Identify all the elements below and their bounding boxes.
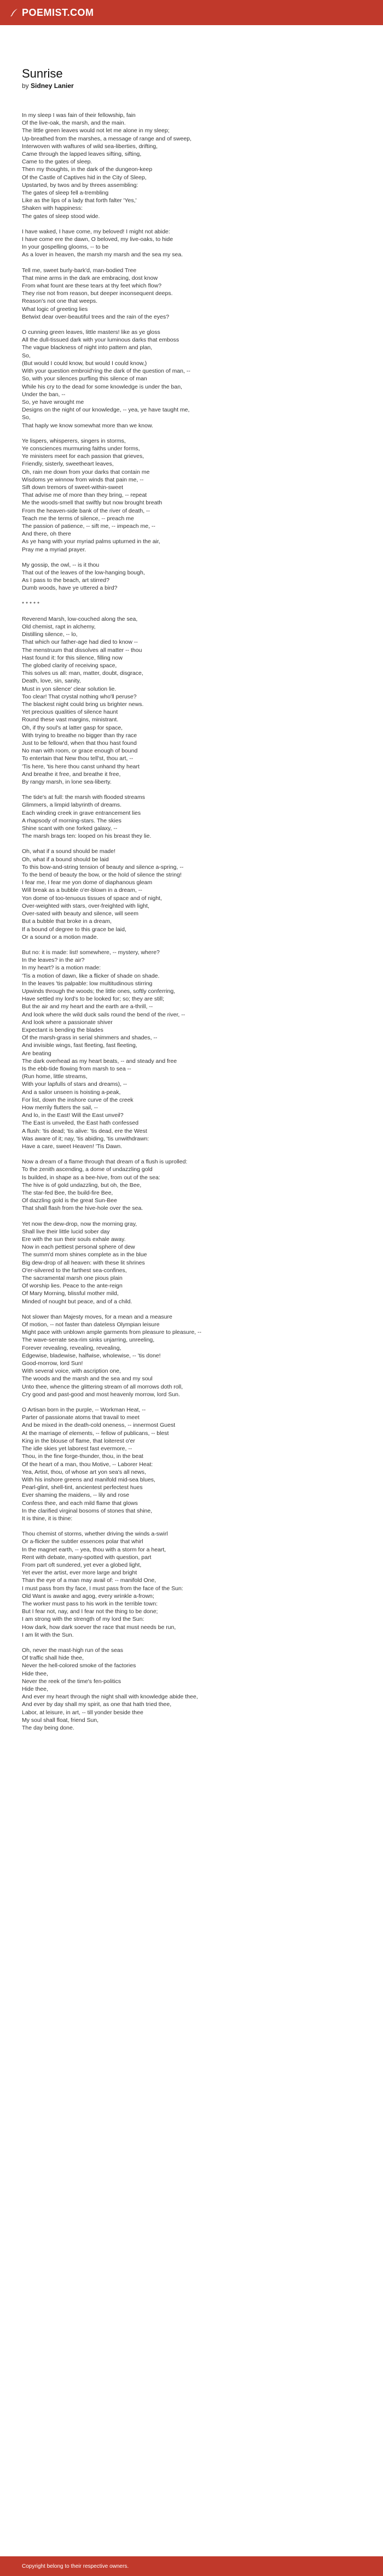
poem-line: But a bubble that broke in a dream,: [22, 918, 112, 925]
poem-line: Tell me, sweet burly-bark'd, man-bodied Tree: [22, 267, 137, 274]
poem-stanza: [22, 328, 361, 430]
poem-stanza: [22, 1158, 361, 1212]
poem-line: Reverend Marsh, low-couched along the sea,: [22, 615, 138, 622]
poem-line: This solves us all: man, matter, doubt, disgrace,: [22, 670, 143, 677]
poem-line: Too clear! That crystal nothing who'll peruse?: [22, 693, 137, 700]
poem-line: The worker must pass to his work in the terrible town:: [22, 1600, 158, 1607]
poem-line: A flush: 'tis dead; 'tis alive: 'tis dead, ere the West: [22, 1127, 147, 1134]
poem-line: That mine arms in the dark are embracing, dost know: [22, 274, 158, 281]
poem-line: Oh, if thy soul's at latter gasp for space,: [22, 724, 123, 731]
poem-line: Of Mary Morning, blissful mother mild,: [22, 1290, 119, 1297]
poem-line: 'Tis a motion of dawn, like a flicker of shade on shade.: [22, 972, 160, 979]
poem-author[interactable]: Sidney Lanier: [31, 82, 74, 90]
poem-line: While his cry to the dead for some knowledge is under the ban,: [22, 383, 182, 390]
poem-line: Yea, Artist, thou, of whose art yon sea's all news,: [22, 1468, 146, 1475]
poem-line: Have settled my lord's to be looked for; so; they are still;: [22, 996, 164, 1003]
poem-stanza: [22, 615, 361, 786]
poem-line: Dumb woods, have ye uttered a bird?: [22, 585, 118, 592]
poem-line: Minded of nought but peace, and of a child.: [22, 1298, 132, 1305]
poem-line: Oh, never the mast-high run of the seas: [22, 1646, 124, 1654]
poem-line: Over-weighted with stars, over-freighted with light,: [22, 902, 149, 909]
poem-line: By rangy marsh, in lone sea-liberty.: [22, 779, 112, 786]
poem-line: Of the live-oak, the marsh, and the main.: [22, 120, 126, 127]
poem-stanza: [22, 437, 361, 554]
poem-line: In the leaves 'tis palpable: low multitudinous stirring: [22, 980, 153, 987]
poem-line: Distilling silence, -- lo,: [22, 631, 78, 638]
poem-line: The dark overhead as my heart beats, -- and steady and free: [22, 1057, 177, 1064]
site-header: [0, 0, 383, 25]
poem-line: In my sleep I was fain of their fellowship, fain: [22, 112, 136, 119]
poem-line: The globed clarity of receiving space,: [22, 662, 117, 669]
poem-line: As ye hang with your myriad palms upturned in the air,: [22, 538, 160, 545]
poem-line: With several voice, with ascription one,: [22, 1368, 121, 1375]
poem-line: Might pace with unblown ample garments from pleasure to pleasure, --: [22, 1329, 201, 1336]
poem-stanza: [22, 1220, 361, 1305]
poem-line: Thou, in the fine forge-thunder, thou, in the beat: [22, 1453, 143, 1460]
poem-line: Oh, what if a sound should be made!: [22, 848, 116, 855]
poem-stanza: [22, 1313, 361, 1398]
poem-line: Now in each pettiest personal sphere of dew: [22, 1244, 135, 1251]
poem-line: Or a sound or a motion made.: [22, 933, 98, 940]
poem-line: Never the hell-colored smoke of the factories: [22, 1662, 136, 1669]
poem-line: (But would I could know, but would I could know,): [22, 360, 147, 367]
poem-line: Of the heart of a man, thou Motive, -- Laborer Heat:: [22, 1461, 153, 1468]
poem-line: Pearl-glint, shell-tint, ancientest perfectest hues: [22, 1484, 143, 1491]
poem-line: And look where a passionate shiver: [22, 1019, 113, 1026]
poem-line: In the clarified virginal bosoms of stones that shine,: [22, 1507, 153, 1514]
poem-line: From what fount are these tears at thy feet which flow?: [22, 283, 162, 290]
poem-line: The summ'd morn shines complete as in the blue: [22, 1251, 147, 1258]
poem-line: Hide thee,: [22, 1685, 48, 1692]
poem-line: The tide's at full: the marsh with flooded streams: [22, 794, 145, 801]
poem-line: Ye lispers, whisperers, singers in storms,: [22, 437, 126, 444]
poem-line: Of traffic shall hide thee,: [22, 1655, 84, 1662]
poem-line: Yet ever the artist, ever more large and bright: [22, 1569, 137, 1577]
poem-line: And look where the wild duck sails round the bend of the river, --: [22, 1011, 185, 1018]
poem-line: Pray me a myriad prayer.: [22, 546, 86, 553]
poem-line: That haply we know somewhat more than we know.: [22, 422, 153, 429]
poem-line: Have a care, sweet Heaven! 'Tis Dawn.: [22, 1143, 123, 1150]
poem-line: In the magnet earth, -- yea, thou with a storm for a heart,: [22, 1546, 166, 1553]
poem-line: Labor, at leisure, in art, -- till yonder beside thee: [22, 1709, 143, 1716]
poem-line: Old Want is awake and agog, every wrinkle a-frown;: [22, 1592, 154, 1599]
poem-line: In my heart? is a motion made:: [22, 964, 101, 972]
poem-line: Death, love, sin, sanity,: [22, 678, 81, 685]
poem-stanza: [22, 111, 361, 220]
poem-line: To the bend of beauty the bow, or the hold of silence the string!: [22, 872, 182, 879]
poem-line: Of dazzling gold is the great Sun-Bee: [22, 1197, 117, 1204]
poem-stanza: [22, 561, 361, 592]
poem-line: If a bound of degree to this grace be laid,: [22, 926, 126, 933]
poem-line: I have come ere the dawn, O beloved, my live-oaks, to hide: [22, 236, 173, 243]
poem-line: So, ye have wrought me: [22, 398, 84, 405]
poem-line: Ye ministers meet for each passion that grieves,: [22, 453, 144, 460]
poem-line: Me the woods-smell that swiftly but now brought breath: [22, 499, 163, 507]
copyright-text: Copyright belong to their respective owners.: [22, 2563, 129, 2569]
poem-line: Big dew-drop of all heaven: with these lit shrines: [22, 1259, 145, 1266]
poem-line: I am strong with the strength of my lord the Sun:: [22, 1616, 144, 1623]
poem-line: The idle skies yet laborest fast evermore, --: [22, 1445, 132, 1452]
poem-line: For list, down the inshore curve of the creek: [22, 1096, 134, 1103]
poem-line: That out of the leaves of the low-hanging bough,: [22, 569, 145, 576]
poem-line: In your gospelling glooms, -- to be: [22, 244, 109, 251]
poem-line: What logic of greeting lies: [22, 305, 88, 313]
poem-line: That shall flash from the hive-hole over the sea.: [22, 1205, 143, 1212]
poem-line: (Run home, little streams,: [22, 1073, 88, 1080]
poem-line: Forever revealing, revealing, revealing,: [22, 1344, 121, 1351]
poem-line: And invisible wings, fast fleeting, fast fleeting,: [22, 1042, 137, 1049]
poem-line: Rent with debate, many-spotted with question, part: [22, 1554, 152, 1561]
poem-line: Like as the lips of a lady that forth falter 'Yes,': [22, 197, 137, 204]
poem-line: Hide thee,: [22, 1670, 48, 1677]
poem-line: The woods and the marsh and the sea and my soul: [22, 1375, 153, 1383]
poem-line: Glimmers, a limpid labyrinth of dreams.: [22, 802, 122, 809]
poem-line: Now a dream of a flame through that dream of a flush is uprolled:: [22, 1158, 188, 1166]
poem-line: They rise not from reason, but deeper inconsequent deeps.: [22, 290, 173, 297]
poem-line: Oh, rain me down from your darks that contain me: [22, 468, 150, 475]
poem-line: Yet now the dew-drop, now the morning gray,: [22, 1220, 137, 1227]
poem-line: With his inshore greens and manifold mid-sea blues,: [22, 1476, 155, 1483]
poem-line: Of motion, -- not faster than dateless Olympian leisure: [22, 1321, 160, 1328]
poem-line: Ere with the sun their souls exhale away.: [22, 1236, 126, 1243]
poem-line: * * * * *: [22, 600, 40, 607]
poem-line: Hast found it: for this silence, filling now: [22, 654, 123, 661]
byline-prefix: by: [22, 82, 29, 90]
poem-line: Sift down tremors of sweet-within-sweet: [22, 484, 123, 491]
poem-line: And ever my heart through the night shall with knowledge abide thee,: [22, 1693, 198, 1701]
poem-byline: [22, 82, 361, 90]
poem-line: Unto thee, whence the glittering stream of all morrows doth roll,: [22, 1383, 183, 1390]
poem-line: Confess thee, and each mild flame that glows: [22, 1499, 138, 1507]
poem-line: My gossip, the owl, -- is it thou: [22, 561, 100, 568]
poem-line: Each winding creek in grave entrancement lies: [22, 809, 141, 816]
poem-content: [0, 25, 383, 1732]
site-footer: [0, 2556, 383, 2576]
poem-line: Shaken with happiness:: [22, 205, 83, 212]
poem-line: Upstarted, by twos and by threes assembling:: [22, 181, 138, 189]
poem-line: Not slower than Majesty moves, for a mean and a measure: [22, 1313, 172, 1320]
poem-line: A rhapsody of morning-stars. The skies: [22, 817, 121, 824]
poem-line: From the heaven-side bank of the river of death, --: [22, 507, 150, 514]
poem-line: I must pass from thy face, I must pass from the face of the Sun:: [22, 1585, 183, 1592]
poem-line: To this bow-and-string tension of beauty and silence a-spring, --: [22, 863, 184, 871]
poem-line: The passion of patience, -- sift me, -- impeach me, --: [22, 522, 155, 530]
poem-line: Cry good and past-good and most heavenly morrow, lord Sun.: [22, 1391, 180, 1398]
poem-line: In the leaves? in the air?: [22, 957, 85, 964]
poem-line: That advise me of more than they bring, -- repeat: [22, 492, 147, 499]
poem-line: As I pass to the beach, art stirred?: [22, 577, 109, 584]
poem-line: Are beating: [22, 1050, 51, 1057]
poem-line: But no: it is made: list! somewhere, -- mystery, where?: [22, 949, 160, 956]
poem-stanza: [22, 1406, 361, 1522]
poem-line: The hive is of gold undazzling, but oh, the Bee,: [22, 1181, 142, 1189]
poem-line: Is the ebb-tide flowing from marsh to sea --: [22, 1065, 131, 1072]
poem-line: I am lit with the Sun.: [22, 1631, 74, 1638]
poem-line: Then my thoughts, in the dark of the dungeon-keep: [22, 166, 153, 173]
poem-line: The wave-serrate sea-rim sinks unjarring, unreeling,: [22, 1337, 155, 1344]
poem-stanza: [22, 600, 361, 608]
poem-line: I fear me, I fear me yon dome of diaphanous gleam: [22, 879, 153, 886]
poem-stanza: [22, 267, 361, 321]
poem-line: And be mixed in the death-cold oneness, -- innermost Guest: [22, 1422, 176, 1429]
poem-line: No man with room, or grace enough of bound: [22, 748, 138, 755]
poem-line: The little green leaves would not let me alone in my sleep;: [22, 127, 170, 134]
poem-line: And ever by day shall my spirit, as one that hath tried thee,: [22, 1701, 172, 1708]
poem-line: Round these vast margins, ministrant.: [22, 716, 119, 724]
poem-line: Interwoven with waftures of wild sea-liberties, drifting,: [22, 143, 158, 150]
poem-line: The blackest night could bring us brighter news.: [22, 701, 144, 708]
poem-title: Sunrise: [22, 67, 63, 80]
poem-stanza: [22, 1646, 361, 1732]
poem-line: To the zenith ascending, a dome of undazzling gold: [22, 1166, 153, 1173]
poem-line: That which our father-age had died to know --: [22, 639, 138, 646]
poem-line: Good-morrow, lord Sun!: [22, 1360, 83, 1367]
poem-body: [22, 111, 361, 1732]
site-logo-link[interactable]: [10, 7, 94, 19]
poem-stanza: [22, 228, 361, 259]
poem-line: But I fear not, nay, and I fear not the thing to be done;: [22, 1608, 158, 1615]
poem-line: Ever shaming the maidens, -- lily and rose: [22, 1492, 130, 1499]
poem-line: To entertain that New thou tell'st, thou art, --: [22, 755, 134, 762]
poem-line: My soul shall float, friend Sun,: [22, 1716, 99, 1724]
poem-line: King in the blouse of flame, that loiterest o'er: [22, 1437, 135, 1444]
poem-line: So,: [22, 352, 31, 359]
poem-line: Of the marsh-grass in serial shimmers and shades, --: [22, 1034, 158, 1042]
poem-line: And there, oh there: [22, 531, 71, 538]
poem-line: Shine scant with one forked galaxy, --: [22, 825, 118, 832]
poem-line: The marsh brags ten: looped on his breast they lie.: [22, 833, 152, 840]
poem-line: Shall live their little lucid sober day: [22, 1228, 110, 1235]
poem-line: The star-fed Bee, the build-fire Bee,: [22, 1190, 113, 1196]
poem-line: Thou chemist of storms, whether driving the winds a-swirl: [22, 1531, 168, 1538]
poem-stanza: [22, 949, 361, 1150]
poem-stanza: [22, 848, 361, 940]
poem-line: Friendly, sisterly, sweetheart leaves,: [22, 461, 114, 468]
poem-line: And a sailor unseen is hoisting a-peak,: [22, 1089, 121, 1096]
poem-line: Of the Castle of Captives hid in the City of Sleep,: [22, 174, 147, 181]
poem-line: At the marriage of elements, -- fellow of publicans, -- blest: [22, 1430, 169, 1437]
poem-line: Oh, what if a bound should be laid: [22, 856, 109, 863]
poem-line: All the dull-tissued dark with your luminous darks that emboss: [22, 337, 179, 344]
poem-line: How dark, how dark soever the race that must needs be run,: [22, 1624, 176, 1631]
poem-line: Expectant is bending the blades: [22, 1026, 103, 1033]
poem-line: Edgewise, bladewise, halfwise, wholewise, -- 'tis done!: [22, 1352, 161, 1359]
poem-line: From part oft sundered, yet ever a globed light,: [22, 1561, 142, 1568]
poem-line: O Artisan born in the purple, -- Workman Heat, --: [22, 1407, 146, 1414]
poem-line: O cunning green leaves, little masters! like as ye gloss: [22, 329, 160, 336]
poem-line: Came to the gates of sleep.: [22, 158, 92, 166]
poem-line: Designs on the night of our knowledge, -- yea, ye have taught me,: [22, 407, 190, 414]
site-logo-text: POEMIST.COM: [22, 7, 94, 18]
poem-line: The sacramental marsh one pious plain: [22, 1275, 123, 1282]
poem-line: Betwixt dear over-beautiful trees and the rain of the eyes?: [22, 313, 170, 320]
poem-line: Over-sated with beauty and silence, will seem: [22, 910, 139, 918]
poem-line: Under the ban, --: [22, 391, 66, 398]
poem-line: And lo, in the East! Will the East unveil?: [22, 1112, 124, 1119]
poem-stanza: [22, 793, 361, 840]
poem-line: Up-breathed from the marshes, a message of range and of sweep,: [22, 135, 192, 142]
poem-line: As a lover in heaven, the marsh my marsh and the sea my sea.: [22, 251, 183, 258]
poem-line: Reason's not one that weeps.: [22, 298, 98, 305]
poem-line: But the air and my heart and the earth are a-thrill, --: [22, 1003, 153, 1010]
poem-line: Than the eye of a man may avail of: -- manifold One,: [22, 1577, 156, 1584]
poem-line: I have waked, I have come, my beloved! I might not abide:: [22, 228, 170, 235]
poem-line: So, with your silences purfling this silence of man: [22, 375, 147, 383]
poem-line: The gates of sleep fell a-trembling: [22, 190, 109, 197]
poem-line: Yon dome of too-tenuous tissues of space and of night,: [22, 895, 162, 902]
poem-line: Must in yon silence' clear solution lie.: [22, 685, 117, 692]
poem-line: With your question embroid'ring the dark of the question of man, --: [22, 368, 190, 375]
poem-line: Ye consciences murmuring faiths under forms,: [22, 445, 140, 452]
quill-icon: [10, 8, 19, 17]
poem-line: So,: [22, 414, 31, 421]
poem-line: Teach me the terms of silence, -- preach me: [22, 515, 134, 522]
poem-line: Never the reek of the time's fen-politics: [22, 1678, 121, 1685]
poem-line: Was aware of it; nay, 'tis abiding, 'tis unwithdrawn:: [22, 1135, 149, 1142]
poem-line: Came through the lapped leaves sifting, sifting,: [22, 151, 142, 158]
poem-line: O'er-silvered to the farthest sea-confines,: [22, 1267, 127, 1274]
poem-line: And breathe it free, and breathe it free,: [22, 771, 121, 778]
poem-line: It is thine, it is thine:: [22, 1515, 73, 1522]
poem-line: Will break as a bubble o'er-blown in a dream, --: [22, 887, 142, 894]
poem-line: Old chemist, rapt in alchemy,: [22, 623, 96, 630]
poem-line: With trying to breathe no bigger than thy race: [22, 732, 137, 739]
poem-line: Parter of passionate atoms that travail to meet: [22, 1414, 140, 1421]
poem-line: The vague blackness of night into pattern and plan,: [22, 344, 153, 351]
poem-line: Yet precious qualities of silence haunt: [22, 709, 118, 716]
poem-line: The gates of sleep stood wide.: [22, 213, 100, 220]
poem-line: Of worship lies. Peace to the ante-reign: [22, 1283, 123, 1290]
poem-line: Wisdoms ye winnow from winds that pain me, --: [22, 476, 144, 483]
poem-line: The menstruum that dissolves all matter -- thou: [22, 646, 142, 654]
poem-line: Is builded, in shape as a bee-hive, from out of the sea:: [22, 1174, 160, 1181]
poem-stanza: [22, 1530, 361, 1639]
poem-line: Just to be fellow'd, when that thou hast found: [22, 740, 137, 747]
poem-line: Or a-flicker the subtler essences polar that whirl: [22, 1538, 143, 1545]
poem-line: How merrily flutters the sail, --: [22, 1104, 98, 1111]
poem-line: With your lapfulls of stars and dreams), --: [22, 1081, 127, 1088]
poem-line: The East is unveiled, the East hath confessed: [22, 1120, 139, 1127]
poem-line: Upwinds through the woods; the little ones, softly conferring,: [22, 987, 176, 995]
poem-line: The day being done.: [22, 1725, 74, 1731]
poem-line: 'Tis here, 'tis here thou canst unhand thy heart: [22, 763, 140, 770]
